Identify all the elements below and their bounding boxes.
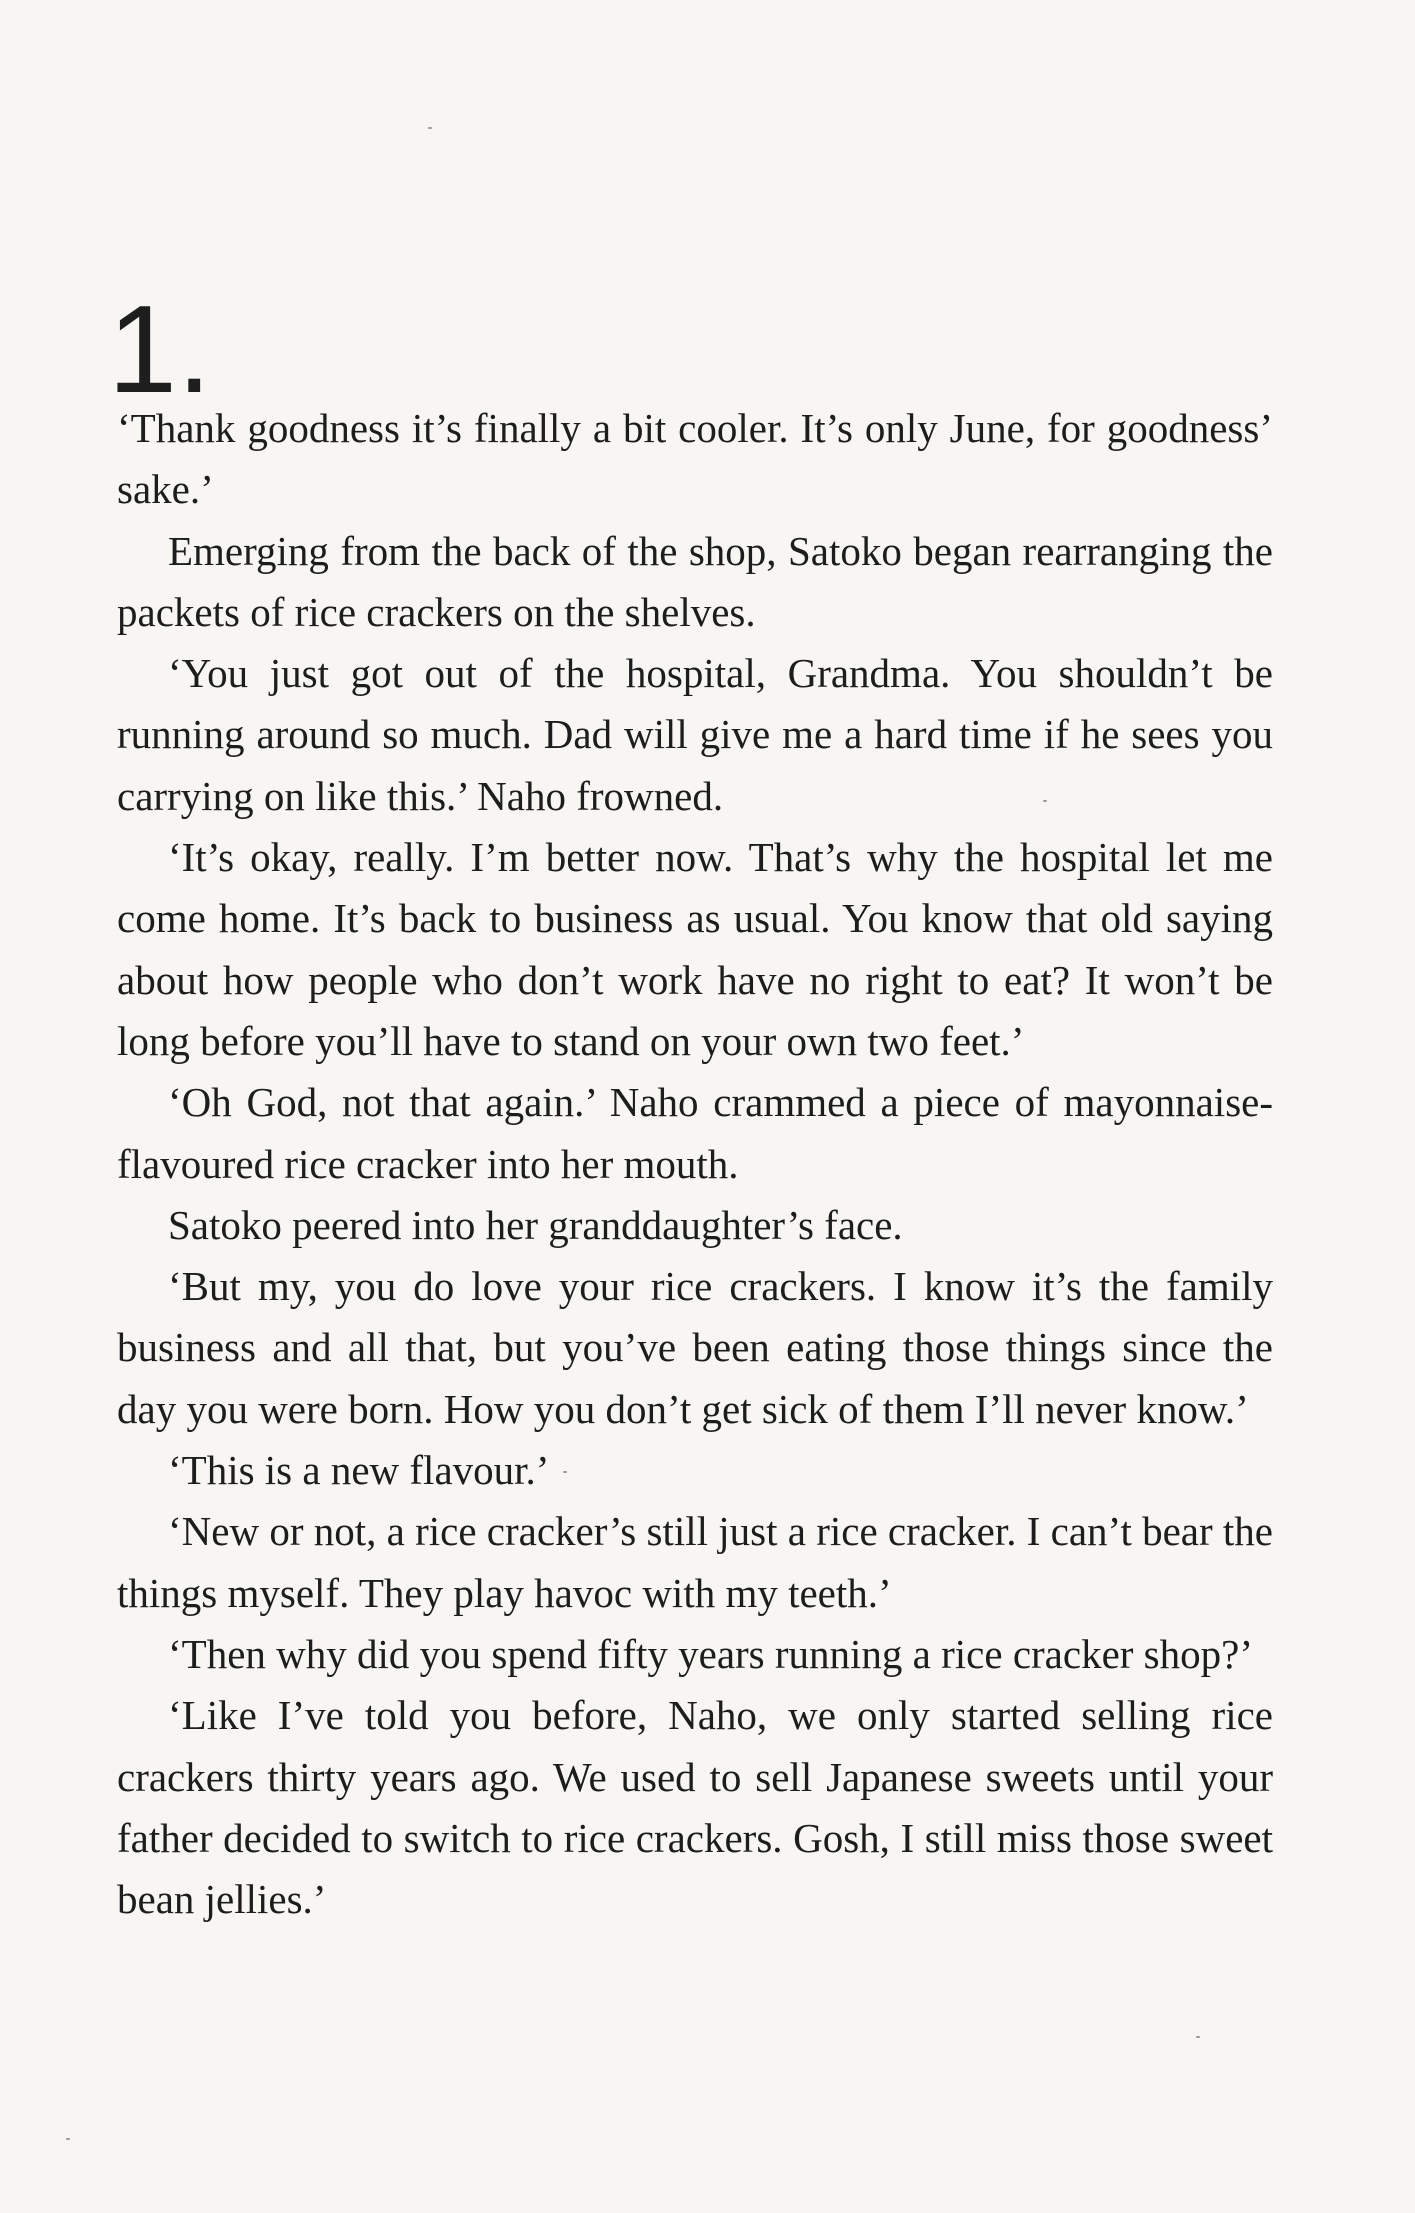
paragraph: ‘Oh God, not that again.’ Naho crammed a piece of mayonnaise-flavoured rice cracker into her mouth.	[117, 1079, 1273, 1187]
paragraph: ‘You just got out of the hospital, Grandma. You shouldn’t be running around so much. Dad will give me a hard time if he sees you carrying on like this.’ Naho frowned.	[117, 650, 1273, 819]
paragraph: ‘It’s okay, really. I’m better now. That’s why the hospital let me come home. It’s back to business as usual. You know that old saying about how people who don’t work have no right to eat? It won’t be long before you’ll have to stand on your own two feet.’	[117, 834, 1273, 1064]
body-text	[117, 398, 1273, 1930]
paragraph: ‘But my, you do love your rice crackers. I know it’s the family business and all that, but you’ve been eating those things since the day you were born. How you don’t get sick of them I’ll never know.’	[117, 1263, 1273, 1432]
paper-speck	[428, 127, 432, 129]
paragraph: ‘Then why did you spend fifty years running a rice cracker shop?’	[168, 1630, 1253, 1677]
paragraph: ‘Thank goodness it’s finally a bit cooler. It’s only June, for goodness’ sake.’	[117, 405, 1273, 513]
paragraph: ‘This is a new flavour.’	[168, 1447, 550, 1494]
paper-speck	[66, 2138, 70, 2140]
paragraph: ‘Like I’ve told you before, Naho, we only started selling rice crackers thirty years ago. We used to sell Japanese sweets until your father decided to switch to rice crackers. Gosh, I still miss those sweet bean jellies.’	[117, 1692, 1273, 1923]
paragraph: Emerging from the back of the shop, Satoko began rearranging the packets of rice crackers on the shelves.	[117, 527, 1273, 635]
chapter-number: 1.	[108, 281, 212, 419]
paragraph: Satoko peered into her granddaughter’s face.	[168, 1201, 903, 1248]
paragraph: ‘New or not, a rice cracker’s still just a rice cracker. I can’t bear the things myself. They play havoc with my teeth.’	[117, 1508, 1273, 1616]
paper-speck	[1196, 2036, 1200, 2038]
